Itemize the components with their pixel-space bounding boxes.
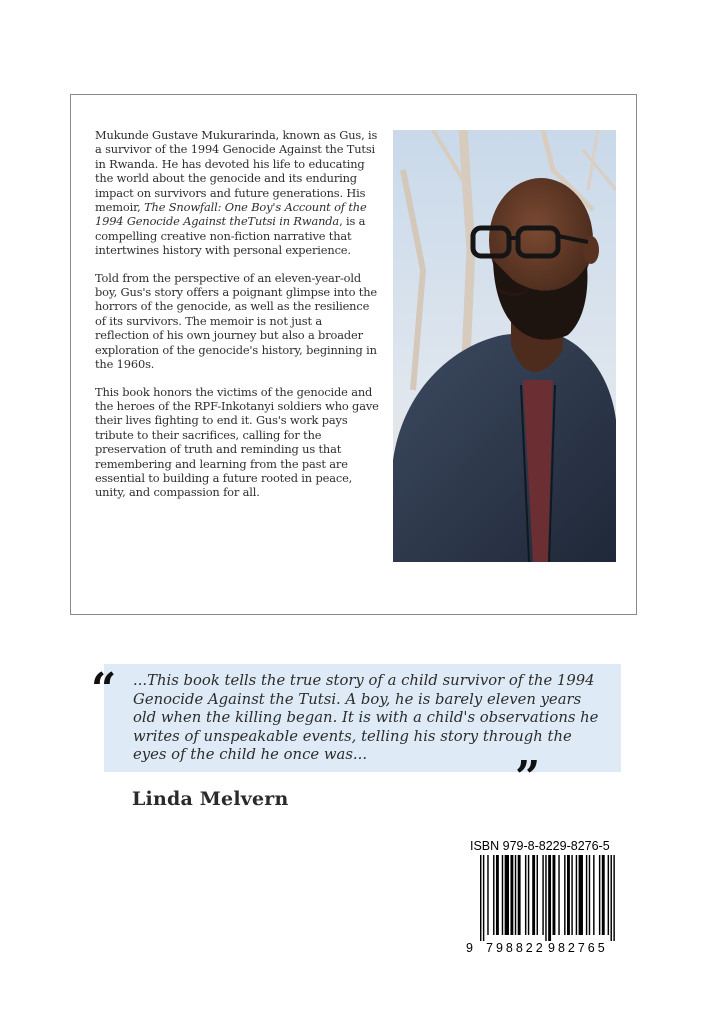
barcode-bar xyxy=(567,855,570,935)
barcode-bar xyxy=(532,855,535,935)
barcode-bar xyxy=(608,855,609,935)
barcode-bar xyxy=(589,855,590,935)
barcode-bar xyxy=(518,855,521,935)
testimonial-quote-box xyxy=(104,664,621,772)
barcode-bar xyxy=(613,855,614,941)
barcode-bar xyxy=(599,855,600,935)
author-bio-text xyxy=(95,128,379,513)
isbn-barcode-block xyxy=(466,837,618,961)
barcode-bar xyxy=(593,855,594,935)
barcode-bar xyxy=(571,855,572,935)
barcode-bar xyxy=(586,855,587,935)
barcode-bar xyxy=(502,855,503,935)
author-bio-box xyxy=(70,94,637,615)
barcode-bar xyxy=(525,855,526,935)
barcode-bar xyxy=(515,855,516,935)
barcode-bar xyxy=(576,855,577,935)
barcode-bar xyxy=(487,855,488,935)
barcode-bar xyxy=(553,855,556,935)
barcode-bar xyxy=(579,855,583,935)
barcode-bar xyxy=(496,855,499,935)
barcode-bar xyxy=(611,855,612,941)
barcode-bar xyxy=(545,855,546,941)
barcode-bar xyxy=(483,855,484,941)
barcode-digit-first: 9 xyxy=(466,941,473,955)
barcode-bar xyxy=(528,855,529,935)
quote-attribution: Linda Melvern xyxy=(132,788,289,810)
bio-paragraph-3: This book honors the victims of the genocide and the heroes of the RPF-Inkotanyi soldiers who gave their lives fighting to end it. Gus's work pays tribute to their sacrifices, calling for the preservation of truth and reminding us that remembering and learning from the past are essential to building a future rooted in peace, unity, and compassion for all. xyxy=(95,384,379,500)
barcode-bar xyxy=(493,855,494,935)
barcode-bar xyxy=(602,855,605,935)
bio-paragraph-2: Told from the perspective of an eleven-year-old boy, Gus's story offers a poignant glimpse into the horrors of the genocide, as well as the resilience of its survivors. The memoir is not just a reflection of his own journey but also a broader exploration of the genocide's history, beginning in the 1960s. xyxy=(95,270,377,372)
testimonial-quote-text: ...This book tells the true story of a child survivor of the 1994 Genocide Against the Tutsi. A boy, he is barely eleven years old when the killing began. It is with a child's observations he writes of unspeakable events, telling his story through the eyes of the child he once was... xyxy=(133,672,599,763)
barcode-bar xyxy=(480,855,481,941)
barcode-bar xyxy=(564,855,565,935)
close-quote-mark: ” xyxy=(515,752,541,803)
open-quote-mark: “ xyxy=(91,664,117,715)
bio-paragraph-1: Mukunde Gustave Mukurarinda, known as Gus, is a survivor of the 1994 Genocide Against the Tutsi in Rwanda. He has devoted his life to educating the world about the genocide and its enduring impact on survivors and future generations. His memoir, The Snowfall: One Boy's Account of the 1994 Genocide Against theTutsi in Rwanda, is a compelling creative non-fiction narrative that intertwines history with personal experience. xyxy=(95,128,378,258)
barcode-bar xyxy=(558,855,559,935)
barcode-digits-right: 982765 xyxy=(548,941,608,955)
barcode-digits-left: 798822 xyxy=(486,941,546,955)
barcode-bar xyxy=(548,855,551,941)
isbn-label: ISBN 979-8-8229-8276-5 xyxy=(470,839,610,853)
barcode-bar xyxy=(542,855,543,935)
memoir-title: The Snowfall: One Boy's Account of the 1994 Genocide Against theTutsi in Rwanda xyxy=(95,200,367,229)
barcode-bar xyxy=(510,855,513,935)
barcode-bar xyxy=(537,855,538,935)
barcode-bar xyxy=(505,855,509,935)
author-photo xyxy=(393,130,616,562)
